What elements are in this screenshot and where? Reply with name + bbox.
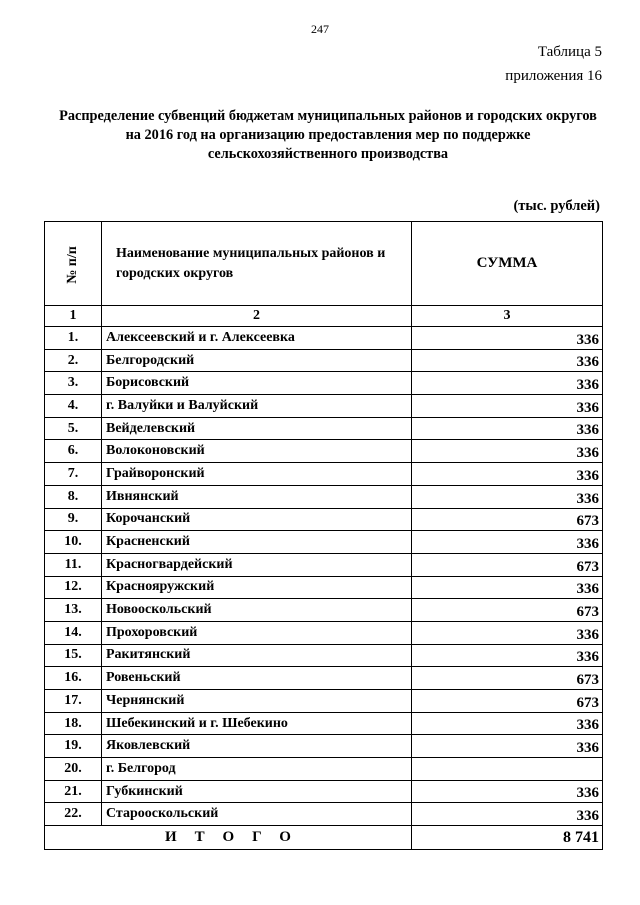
row-sum: 673 — [412, 690, 603, 713]
row-number: 12. — [45, 576, 102, 599]
units-label: (тыс. рублей) — [513, 198, 600, 214]
table-row — [45, 531, 603, 554]
table-row — [45, 667, 603, 690]
district-name: г. Белгород — [102, 758, 412, 781]
row-number: 22. — [45, 803, 102, 826]
row-sum: 336 — [412, 349, 603, 372]
row-sum: 336 — [412, 372, 603, 395]
district-name: Корочанский — [102, 508, 412, 531]
district-name: Грайворонский — [102, 463, 412, 486]
district-name: Ровеньский — [102, 667, 412, 690]
header-name: Наименование муниципальных районов и городских округов — [102, 222, 412, 306]
row-number: 2. — [45, 349, 102, 372]
table-header-row — [45, 222, 603, 306]
table-row — [45, 690, 603, 713]
district-name: Ивнянский — [102, 485, 412, 508]
total-sum: 8 741 — [412, 826, 603, 850]
row-sum: 336 — [412, 440, 603, 463]
row-sum: 673 — [412, 599, 603, 622]
row-number: 18. — [45, 712, 102, 735]
column-number: 3 — [412, 306, 603, 327]
row-number: 4. — [45, 395, 102, 418]
table-row — [45, 758, 603, 781]
row-sum: 336 — [412, 735, 603, 758]
row-number: 19. — [45, 735, 102, 758]
table-row — [45, 463, 603, 486]
row-number: 13. — [45, 599, 102, 622]
table-row — [45, 576, 603, 599]
table-row — [45, 372, 603, 395]
district-name: Яковлевский — [102, 735, 412, 758]
district-name: Борисовский — [102, 372, 412, 395]
district-name: Красногвардейский — [102, 553, 412, 576]
district-name: Новооскольский — [102, 599, 412, 622]
row-sum: 336 — [412, 780, 603, 803]
table-row — [45, 735, 603, 758]
district-name: Красненский — [102, 531, 412, 554]
row-number: 10. — [45, 531, 102, 554]
row-number: 5. — [45, 417, 102, 440]
row-sum: 336 — [412, 463, 603, 486]
table-row — [45, 644, 603, 667]
column-number: 1 — [45, 306, 102, 327]
row-sum: 673 — [412, 508, 603, 531]
row-sum: 336 — [412, 803, 603, 826]
row-number: 3. — [45, 372, 102, 395]
table-row — [45, 712, 603, 735]
table-row — [45, 621, 603, 644]
row-sum: 336 — [412, 485, 603, 508]
table-row — [45, 508, 603, 531]
table-row — [45, 485, 603, 508]
row-number: 20. — [45, 758, 102, 781]
table-row — [45, 440, 603, 463]
district-name: Губкинский — [102, 780, 412, 803]
row-number: 16. — [45, 667, 102, 690]
row-number: 15. — [45, 644, 102, 667]
district-name: Волоконовский — [102, 440, 412, 463]
district-name: г. Валуйки и Валуйский — [102, 395, 412, 418]
appendix-reference: приложения 16 — [505, 68, 602, 84]
table-row — [45, 553, 603, 576]
row-sum: 336 — [412, 531, 603, 554]
table-row — [45, 803, 603, 826]
row-number: 6. — [45, 440, 102, 463]
row-sum: 336 — [412, 395, 603, 418]
row-number: 11. — [45, 553, 102, 576]
table-row — [45, 599, 603, 622]
row-number: 21. — [45, 780, 102, 803]
row-number: 7. — [45, 463, 102, 486]
page-number: 247 — [311, 22, 329, 36]
subsidy-table — [44, 221, 603, 850]
document-title: Распределение субвенций бюджетам муниципальных районов и городских округов на 2016 год на организацию предоставления мер по поддержке сельскохозяйственного производства — [59, 108, 597, 162]
table-row — [45, 327, 603, 350]
header-sum: СУММА — [412, 222, 603, 306]
row-sum: 336 — [412, 417, 603, 440]
header-number-label: № п/п — [65, 245, 80, 284]
district-name: Краснояружский — [102, 576, 412, 599]
row-number: 17. — [45, 690, 102, 713]
row-sum: 673 — [412, 553, 603, 576]
district-name: Белгородский — [102, 349, 412, 372]
table-reference: Таблица 5 — [537, 44, 602, 60]
column-number: 2 — [102, 306, 412, 327]
row-number: 9. — [45, 508, 102, 531]
header-number — [45, 222, 102, 306]
row-sum: 336 — [412, 712, 603, 735]
column-numbers-row — [45, 306, 603, 327]
district-name: Старооскольский — [102, 803, 412, 826]
row-sum — [412, 758, 603, 781]
row-number: 1. — [45, 327, 102, 350]
row-sum: 336 — [412, 644, 603, 667]
table-row — [45, 349, 603, 372]
row-sum: 673 — [412, 667, 603, 690]
row-sum: 336 — [412, 576, 603, 599]
total-label: ИТОГО — [45, 826, 412, 850]
row-number: 14. — [45, 621, 102, 644]
row-sum: 336 — [412, 327, 603, 350]
district-name: Алексеевский и г. Алексеевка — [102, 327, 412, 350]
row-sum: 336 — [412, 621, 603, 644]
table-row — [45, 395, 603, 418]
district-name: Прохоровский — [102, 621, 412, 644]
total-row — [45, 826, 603, 850]
table-row — [45, 780, 603, 803]
table-row — [45, 417, 603, 440]
district-name: Чернянский — [102, 690, 412, 713]
district-name: Ракитянский — [102, 644, 412, 667]
district-name: Вейделевский — [102, 417, 412, 440]
district-name: Шебекинский и г. Шебекино — [102, 712, 412, 735]
row-number: 8. — [45, 485, 102, 508]
